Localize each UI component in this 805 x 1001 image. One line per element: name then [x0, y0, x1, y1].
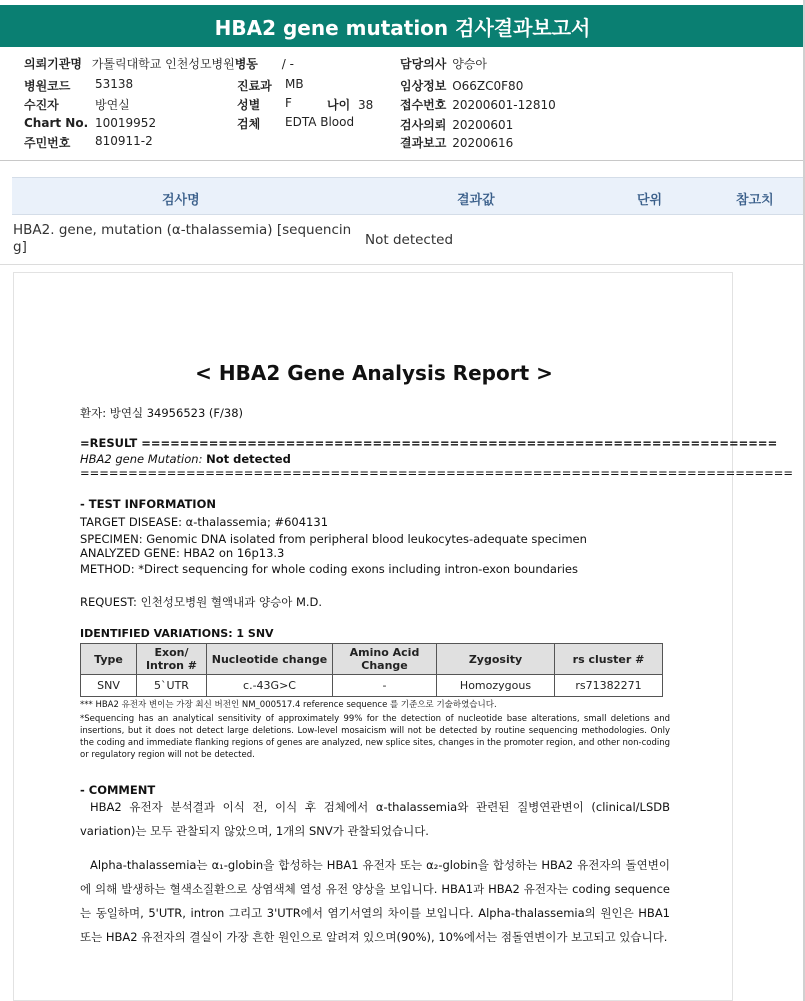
variation-exon: 5`UTR [137, 675, 207, 697]
column-reference[interactable]: 참고치 [736, 193, 774, 208]
clinical-info [400, 77, 523, 94]
id-value: 810911-2 [95, 134, 153, 148]
sex-info [237, 96, 292, 113]
report-date-info [400, 134, 513, 151]
test-info-header: - TEST INFORMATION [80, 497, 216, 511]
row-divider [0, 264, 805, 265]
receipt-label: 접수번호 [400, 98, 447, 112]
sex-value: F [285, 96, 292, 110]
age-info [327, 96, 373, 113]
result-test-value: Not detected [365, 232, 454, 248]
result-line-prefix: HBA2 gene Mutation: [80, 452, 203, 466]
chart-label: Chart No. [24, 116, 89, 130]
comment-paragraph-1: HBA2 유전자 분석결과 이식 전, 이식 후 검체에서 α-thalassemia와 관련된 질병연관변이 (clinical/LSDB variation)는 모두 관찰되지 않았으며, 1개의 SNV가 관찰되었습니다. [80, 800, 670, 838]
result-line [80, 452, 291, 466]
result-area [0, 165, 805, 1001]
result-section-footer: ========================================================================== [80, 466, 794, 480]
target-disease: TARGET DISEASE: α-thalassemia; #604131 [80, 515, 329, 529]
institution-info [24, 55, 294, 72]
ward-label: 병동 [234, 57, 258, 71]
result-table-header [12, 177, 805, 215]
chart-value: 10019952 [95, 116, 157, 130]
receipt-info [400, 96, 556, 113]
age-label: 나이 [327, 98, 351, 112]
variation-col-type: Type [81, 644, 137, 675]
patient-value: 방연실 [95, 98, 130, 112]
variation-col-nucleotide: Nucleotide change [207, 644, 333, 675]
chart-info [24, 116, 157, 130]
specimen-label: 검체 [237, 117, 261, 131]
table-row [81, 675, 663, 697]
specimen-info [237, 115, 355, 132]
specimen-description: SPECIMEN: Genomic DNA isolated from peripheral blood leukocytes-adequate specimen [80, 532, 587, 546]
comment-header: - COMMENT [80, 783, 156, 797]
institution-value: 가톨릭대학교 인천성모병원 [91, 57, 235, 71]
hospital-code-info [24, 77, 134, 94]
report-title: < HBA2 Gene Analysis Report > [195, 361, 553, 385]
dept-value: MB [285, 77, 304, 91]
column-test-name[interactable]: 검사명 [162, 193, 200, 208]
report-header-panel [0, 0, 805, 165]
analyzed-gene: ANALYZED GENE: HBA2 on 16p13.3 [80, 546, 285, 560]
page-title: HBA2 gene mutation 검사결과보고서 [0, 5, 805, 47]
clinical-label: 임상정보 [400, 79, 447, 93]
institution-label: 의뢰기관명 [24, 57, 82, 71]
sex-label: 성별 [237, 98, 261, 112]
report-date-label: 결과보고 [400, 136, 447, 150]
variation-col-amino-acid: Amino Acid Change [333, 644, 437, 675]
variation-col-exon: Exon/ Intron # [137, 644, 207, 675]
hospital-code-value: 53138 [95, 77, 134, 91]
column-result-value[interactable]: 결과값 [457, 193, 495, 208]
variation-amino-acid: - [333, 675, 437, 697]
report-date-value: 20200616 [452, 136, 514, 150]
reference-note: *** HBA2 유전자 변이는 가장 최신 버전인 NM_000517.4 reference sequence 를 기준으로 기술하였습니다. [80, 700, 497, 710]
patient-label: 수진자 [24, 98, 59, 112]
report-document [13, 272, 794, 1001]
id-label: 주민번호 [24, 136, 71, 150]
patient-info [24, 96, 130, 113]
result-test-name[interactable]: HBA2. gene, mutation (α-thalassemia) [sequencing] [13, 222, 352, 255]
variations-table [80, 643, 663, 697]
hospital-code-label: 병원코드 [24, 79, 71, 93]
header-divider [0, 160, 805, 161]
comment-paragraph-2: Alpha-thalassemia는 α₁-globin을 합성하는 HBA1 유전자 또는 α₂-globin을 합성하는 HBA2 유전자의 돌연변이에 의해 발생하는 혈색소질환으로 상염색체 열성 유전 양상을 보입니다. HBA1과 HBA2 유전자는 coding sequence는 동일하며, 5'UTR, intron 그리고 3'UTR에서 염기서열의 차이를 보입니다. Alpha-thalassemia의 원인은 HBA1 또는 HBA2 유전자의 결실이 가장 흔한 원인으로 알려져 있으며(90%), 10%에서는 점돌연변이가 보고되고 있습니다. [80, 858, 670, 944]
result-section-header: =RESULT ================================================================== [80, 436, 778, 450]
id-info [24, 134, 153, 151]
doctor-label: 담당의사 [400, 57, 447, 71]
request-line: REQUEST: 인천성모병원 혈액내과 양승아 M.D. [80, 595, 323, 609]
age-value: 38 [358, 98, 374, 112]
ward-value: / - [281, 57, 294, 71]
report-patient-line: 환자: 방연실 34956523 (F/38) [80, 406, 244, 420]
variation-col-rs-cluster: rs cluster # [555, 644, 663, 675]
doctor-value: 양승아 [452, 57, 487, 71]
column-unit[interactable]: 단위 [637, 193, 663, 208]
dept-label: 진료과 [237, 79, 272, 93]
variation-nucleotide: c.-43G>C [207, 675, 333, 697]
variation-zygosity: Homozygous [437, 675, 555, 697]
variations-header-row [81, 644, 663, 675]
variations-header: IDENTIFIED VARIATIONS: 1 SNV [80, 627, 274, 640]
sensitivity-note: *Sequencing has an analytical sensitivity of approximately 99% for the detection of nucleotide base alterations, small deletions and insertions, but it does not detect large deletions. Low-level mosaicism will not be detected by routine sequencing methodologies. Only the coding and immediate flanking regions of genes are analyzed, new splice sites, changes in the promoter region, and other non-coding or regulatory region will not be detected. [80, 714, 670, 760]
variation-type: SNV [81, 675, 137, 697]
result-line-value: Not detected [206, 452, 291, 466]
method: METHOD: *Direct sequencing for whole coding exons including intron-exon boundaries [80, 562, 578, 576]
receipt-value: 20200601-12810 [452, 98, 556, 112]
clinical-value: O66ZC0F80 [452, 79, 524, 93]
specimen-value: EDTA Blood [285, 115, 355, 129]
request-label: 검사의뢰 [400, 118, 447, 132]
doctor-info [400, 55, 487, 72]
request-info [400, 116, 513, 133]
dept-info [237, 77, 304, 94]
variation-rs-cluster: rs71382271 [555, 675, 663, 697]
request-value: 20200601 [452, 118, 514, 132]
variation-col-zygosity: Zygosity [437, 644, 555, 675]
